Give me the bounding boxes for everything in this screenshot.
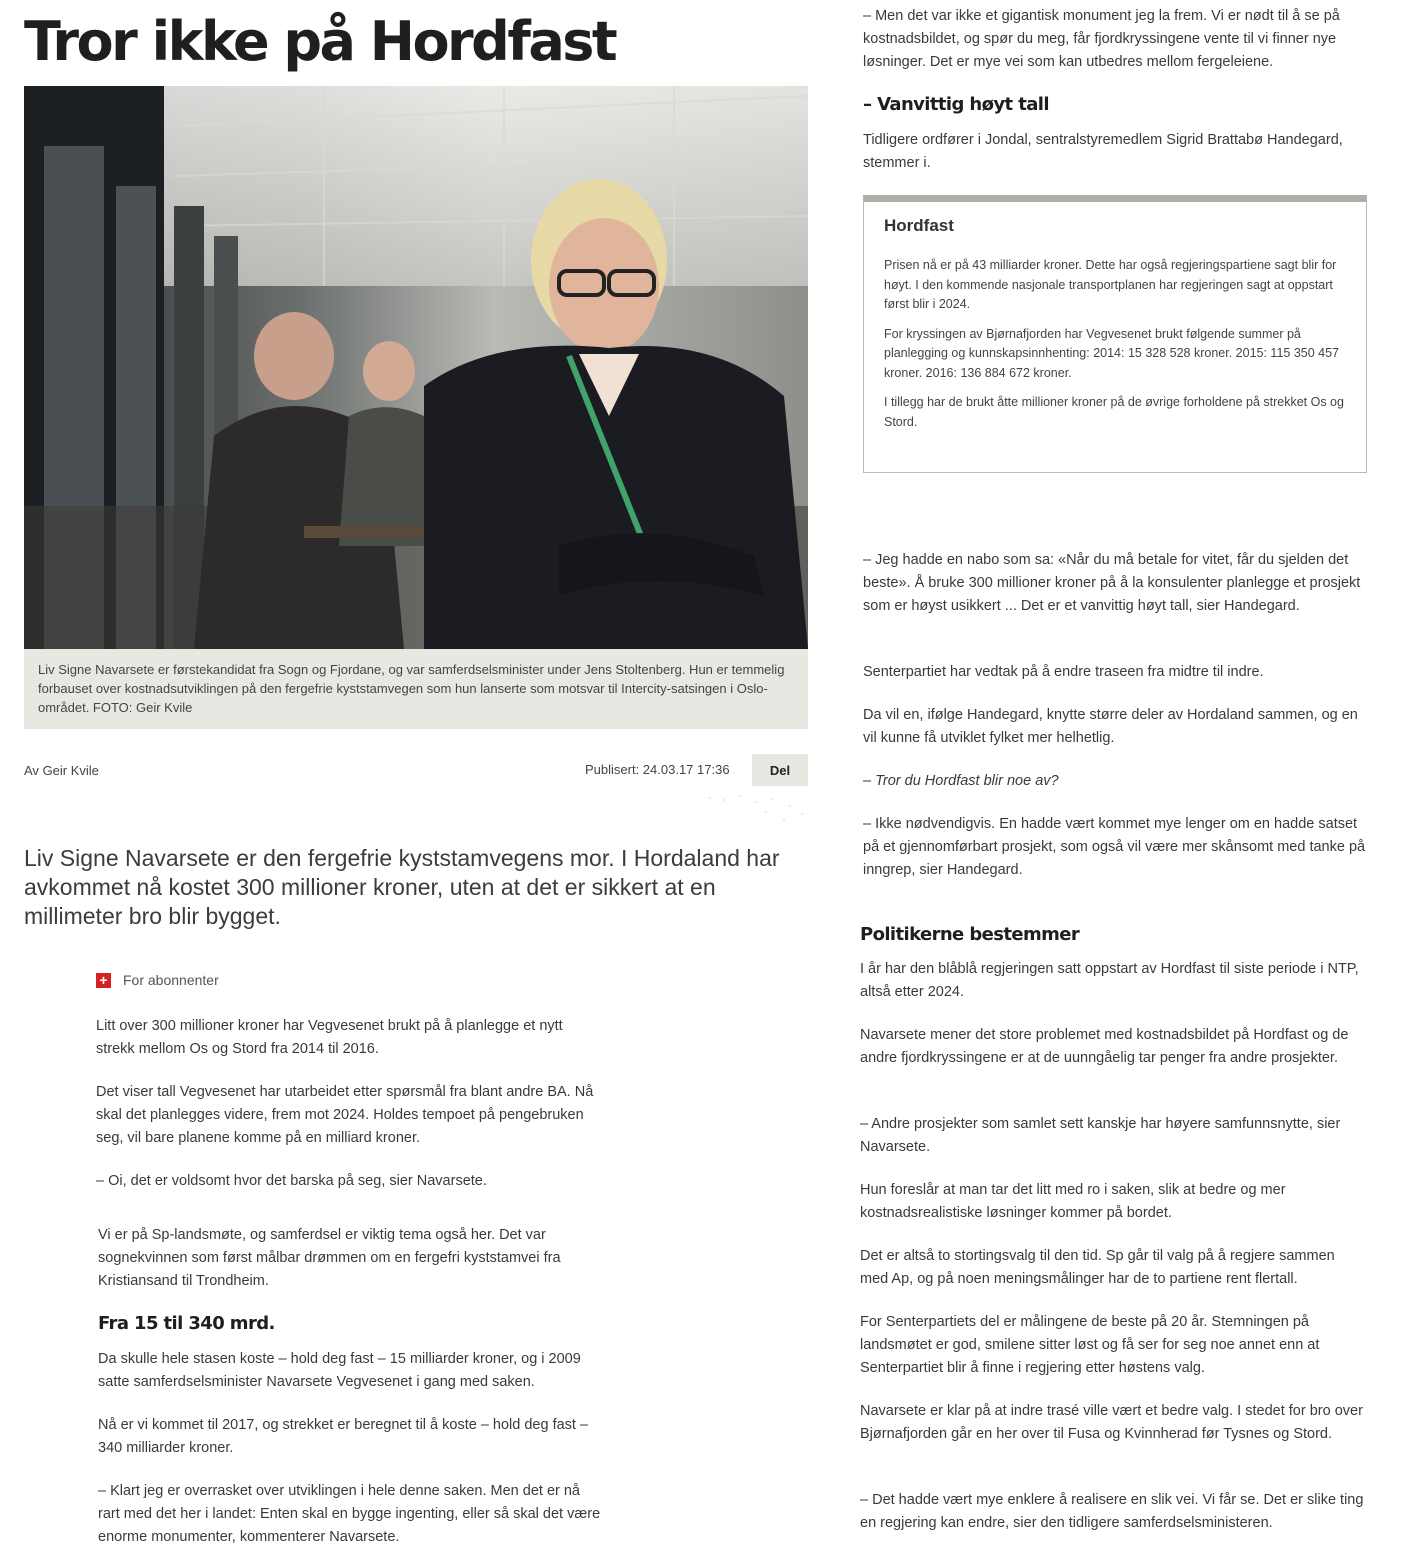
body-paragraph: – Oi, det er voldsomt hvor det barska på seg, sier Navarsete. <box>96 1173 487 1189</box>
fact-box-title: Hordfast <box>884 216 954 235</box>
subscriber-badge-label: For abonnenter <box>123 972 219 988</box>
body-paragraph: Navarsete er klar på at indre trasé ville vært et bedre valg. I stedet for bro over Bjørnafjorden går en her over til Fusa og Kvinnherad før Tysnes og Stord. <box>860 1403 1363 1442</box>
body-paragraph: Vi er på Sp-landsmøte, og samferdsel er viktig tema også her. Det var sognekvinnen som først målbar drømmen om en fergefri kyststamvei fra Kristiansand til Trondheim. <box>98 1227 561 1289</box>
section-heading: – Vanvittig høyt tall <box>863 94 1049 115</box>
interview-question: – Tror du Hordfast blir noe av? <box>863 773 1059 789</box>
body-paragraph: – Det hadde vært mye enklere å realisere en slik vei. Vi får se. Det er slike ting en regjering kan endre, sier den tidligere samferdselsministeren. <box>860 1492 1364 1531</box>
body-paragraph: Nå er vi kommet til 2017, og strekket er beregnet til å koste – hold deg fast – 340 milliarder kroner. <box>98 1417 589 1456</box>
body-paragraph: Tidligere ordfører i Jondal, sentralstyremedlem Sigrid Brattabø Handegard, stemmer i. <box>863 132 1343 171</box>
body-paragraph: For Senterpartiets del er målingene de beste på 20 år. Stemningen på landsmøtet er god, smilene sitter løst og få ser for seg noe annet enn at Senterpartiet blir å finne i regjering etter høstens valg. <box>860 1314 1320 1376</box>
article-lead: Liv Signe Navarsete er den fergefrie kyststamvegens mor. I Hordaland har avkommet nå kostet 300 millioner kroner, uten at det er sikkert at en millimeter bro blir bygget. <box>24 845 780 929</box>
body-paragraph: Hun foreslår at man tar det litt med ro i saken, slik at bedre og mer kostnadsrealistiske løsninger kommer på bordet. <box>860 1182 1286 1221</box>
subscriber-badge <box>96 972 219 988</box>
body-paragraph: – Ikke nødvendigvis. En hadde vært kommet mye lenger om en hadde satset på et gjennomførbart prosjekt, som også vil være mer skånsomt med tanke på inngrep, sier Handegard. <box>863 816 1366 878</box>
body-paragraph: Da skulle hele stasen koste – hold deg fast – 15 milliarder kroner, og i 2009 satte samferdselsminister Navarsete Vegvesenet i gang med saken. <box>98 1351 581 1390</box>
article-photo <box>24 86 808 649</box>
fact-box-paragraph: For kryssingen av Bjørnafjorden har Vegvesenet brukt følgende summer på planlegging og kunnskapsinnhenting: 2014: 15 328 528 kroner. 2015: 115 350 457 kroner. 2016: 136 884 672 kroner. <box>884 326 1340 380</box>
byline-prefix: Av <box>24 763 39 778</box>
published-date: Publisert: 24.03.17 17:36 <box>585 762 730 777</box>
decorative-dots <box>700 790 808 830</box>
body-paragraph: I år har den blåblå regjeringen satt oppstart av Hordfast til siste periode i NTP, altså etter 2024. <box>860 961 1359 1000</box>
share-button[interactable]: Del <box>752 754 808 786</box>
section-heading: Fra 15 til 340 mrd. <box>98 1313 275 1334</box>
body-paragraph: Navarsete mener det store problemet med kostnadsbildet på Hordfast og de andre fjordkryssingene er at de uunngåelig tar penger fra andre prosjekter. <box>860 1027 1349 1066</box>
body-paragraph: Litt over 300 millioner kroner har Vegvesenet brukt på å planlegge et nytt strekk mellom Os og Stord fra 2014 til 2016. <box>96 1018 563 1057</box>
body-paragraph: Det viser tall Vegvesenet har utarbeidet etter spørsmål fra blant andre BA. Nå skal det planlegges videre, frem mot 2024. Holdes tempoet på pengebruken seg, vil bare planene komme på en milliard kroner. <box>96 1084 594 1146</box>
page-title: Tror ikke på Hordfast <box>24 10 616 73</box>
section-heading: Politikerne bestemmer <box>860 924 1080 945</box>
fact-box <box>863 195 1367 473</box>
body-paragraph: Da vil en, ifølge Handegard, knytte større deler av Hordaland sammen, og en vil kunne få utviklet fylket mer helhetlig. <box>863 707 1358 746</box>
fact-box-paragraph: I tillegg har de brukt åtte millioner kroner på de øvrige forholdene på strekket Os og Stord. <box>884 395 1344 429</box>
plus-icon: + <box>96 973 111 988</box>
body-paragraph: Senterpartiet har vedtak på å endre traseen fra midtre til indre. <box>863 664 1264 680</box>
body-paragraph: – Men det var ikke et gigantisk monument jeg la frem. Vi er nødt til å se på kostnadsbildet, og spør du meg, får fjordkryssingene vente til vi finner nye løsninger. Det er mye vei som kan utbedres mellom fergeleiene. <box>863 8 1340 70</box>
fact-box-paragraph: Prisen nå er på 43 milliarder kroner. Dette har også regjeringspartiene sagt blir for høyt. I den kommende nasjonale transportplanen har regjeringen sagt at oppstart først blir i 2024. <box>884 258 1337 311</box>
body-paragraph: – Jeg hadde en nabo som sa: «Når du må betale for vitet, får du sjelden det beste». Å bruke 300 millioner kroner på å la konsulenter planlegge et prosjekt som er høyst usikkert ... Det er et vanvittig høyt tall, sier Handegard. <box>863 552 1361 614</box>
photo-caption: Liv Signe Navarsete er førstekandidat fra Sogn og Fjordane, og var samferdselsminister under Jens Stoltenberg. Hun er temmelig forbauset over kostnadsutviklingen på den fergefrie kyststamvegen som hun lanserte som motsvar til Intercity-satsingen i Oslo-området. FOTO: Geir Kvile <box>24 649 808 729</box>
body-paragraph: – Klart jeg er overrasket over utviklingen i hele denne saken. Men det er nå rart med det her i landet: Enten skal en bygge ingenting, eller så skal det være enorme monumenter, kommenterer Navarsete. <box>98 1483 601 1545</box>
author-name[interactable]: Geir Kvile <box>42 763 99 778</box>
body-paragraph: Det er altså to stortingsvalg til den tid. Sp går til valg på å regjere sammen med Ap, og på noen meningsmålinger har de to partiene rent flertall. <box>860 1248 1335 1287</box>
byline <box>24 763 99 778</box>
body-paragraph: – Andre prosjekter som samlet sett kanskje har høyere samfunnsnytte, sier Navarsete. <box>860 1116 1341 1155</box>
